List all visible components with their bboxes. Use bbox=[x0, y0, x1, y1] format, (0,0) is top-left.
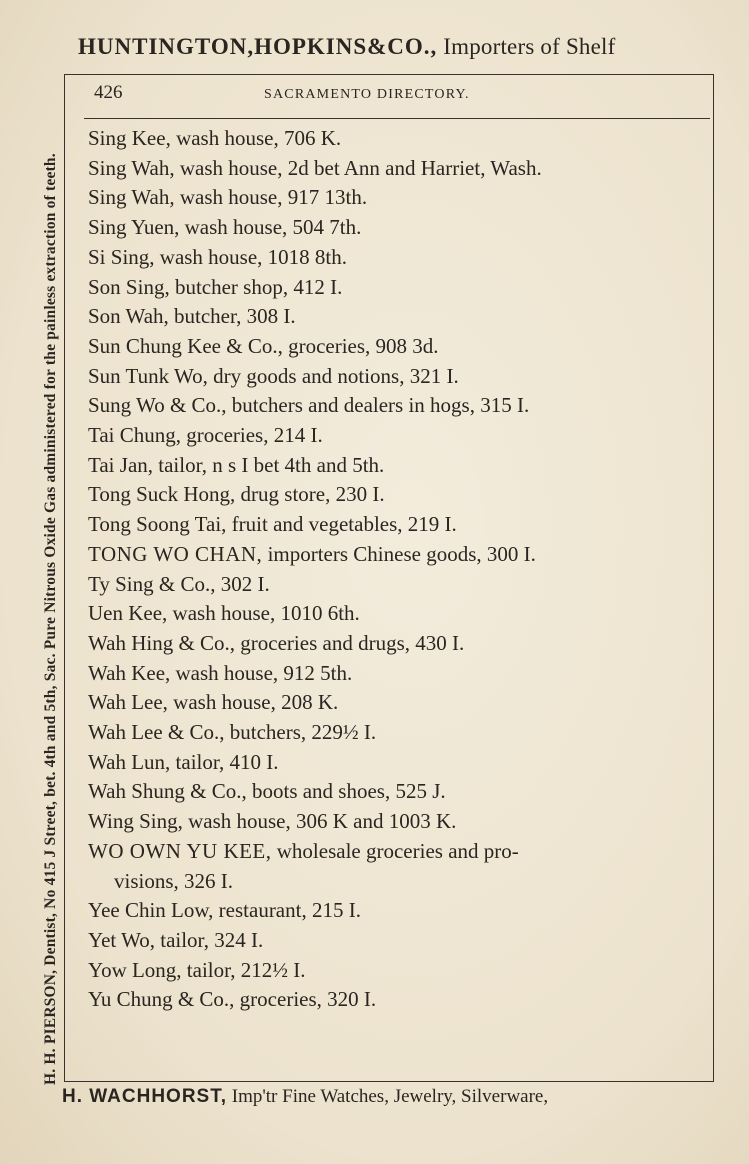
entry-text: Yu Chung & Co., groceries, 320 I. bbox=[88, 987, 377, 1012]
entry-text: Wah Kee, wash house, 912 5th. bbox=[88, 660, 353, 685]
entry-text: visions, 326 I. bbox=[114, 868, 234, 893]
side-advertisement-banner: H. H. PIERSON, Dentist, No 415 J Street, bet. 4th and 5th, Sac. Pure Nitrous Oxide Gas administered for the painless extraction of teeth. bbox=[42, 153, 59, 1085]
header-rule bbox=[84, 118, 710, 119]
directory-entry bbox=[88, 659, 703, 689]
entry-text: importers Chinese goods, 300 I. bbox=[262, 541, 536, 566]
running-head bbox=[94, 82, 709, 108]
top-advertisement-banner bbox=[78, 34, 738, 60]
top-banner-tagline: Importers of Shelf bbox=[437, 34, 616, 59]
directory-entry bbox=[88, 213, 703, 243]
directory-entry bbox=[88, 718, 703, 748]
entry-text: Wah Lee, wash house, 208 K. bbox=[88, 690, 339, 715]
bottom-banner-tagline: Imp'tr Fine Watches, Jewelry, Silverware, bbox=[227, 1086, 549, 1107]
directory-entry bbox=[88, 956, 703, 986]
entry-text: Sing Wah, wash house, 917 13th. bbox=[88, 185, 368, 210]
entry-text: Son Wah, butcher, 308 I. bbox=[88, 304, 296, 329]
directory-entry bbox=[88, 926, 703, 956]
directory-entry bbox=[88, 124, 703, 154]
bottom-banner-firm: H. WACHHORST, bbox=[62, 1086, 227, 1107]
directory-entry bbox=[88, 421, 703, 451]
directory-entry bbox=[88, 332, 703, 362]
entry-text: wholesale groceries and pro- bbox=[271, 838, 519, 863]
entry-text: Yow Long, tailor, 212½ I. bbox=[88, 957, 306, 982]
directory-entry bbox=[88, 451, 703, 481]
directory-entry bbox=[88, 629, 703, 659]
directory-entry bbox=[88, 540, 703, 570]
entry-text: Wah Lee & Co., butchers, 229½ I. bbox=[88, 720, 377, 745]
entry-text: Sing Kee, wash house, 706 K. bbox=[88, 126, 342, 150]
directory-entry bbox=[88, 837, 703, 867]
directory-entry bbox=[88, 480, 703, 510]
entry-text: Tai Chung, groceries, 214 I. bbox=[88, 423, 323, 448]
entry-text: Yee Chin Low, restaurant, 215 I. bbox=[88, 898, 361, 923]
directory-entry bbox=[88, 748, 703, 778]
entry-text: Tong Soong Tai, fruit and vegetables, 219 I. bbox=[88, 512, 457, 537]
directory-entry bbox=[88, 688, 703, 718]
entry-text: Tong Suck Hong, drug store, 230 I. bbox=[88, 482, 385, 507]
entry-text: Wing Sing, wash house, 306 K and 1003 K. bbox=[88, 809, 457, 834]
entry-text: Son Sing, butcher shop, 412 I. bbox=[88, 274, 343, 299]
directory-entry bbox=[88, 985, 703, 1015]
directory-entry bbox=[88, 302, 703, 332]
entry-text: Uen Kee, wash house, 1010 6th. bbox=[88, 601, 360, 626]
entry-text: Wah Hing & Co., groceries and drugs, 430 I. bbox=[88, 630, 465, 655]
directory-entry bbox=[88, 391, 703, 421]
entry-name: WO OWN YU KEE, bbox=[88, 838, 272, 863]
directory-entry bbox=[88, 183, 703, 213]
directory-entry bbox=[88, 896, 703, 926]
directory-entry bbox=[88, 599, 703, 629]
directory-entry bbox=[88, 273, 703, 303]
directory-entry bbox=[88, 777, 703, 807]
directory-entry bbox=[88, 570, 703, 600]
entry-text: Wah Lun, tailor, 410 I. bbox=[88, 749, 279, 774]
entry-text: Sung Wo & Co., butchers and dealers in hogs, 315 I. bbox=[88, 393, 530, 418]
directory-entry bbox=[88, 243, 703, 273]
page-number: 426 bbox=[94, 82, 123, 103]
entry-text: Wah Shung & Co., boots and shoes, 525 J. bbox=[88, 779, 446, 804]
bottom-advertisement-banner bbox=[62, 1086, 722, 1108]
entry-text: Sing Wah, wash house, 2d bet Ann and Harriet, Wash. bbox=[88, 155, 542, 180]
entry-name: TONG WO CHAN, bbox=[88, 541, 263, 566]
page-title: SACRAMENTO DIRECTORY. bbox=[264, 87, 470, 102]
entry-text: Sun Chung Kee & Co., groceries, 908 3d. bbox=[88, 333, 439, 358]
directory-entry bbox=[88, 362, 703, 392]
directory-entries bbox=[88, 124, 703, 1015]
directory-entry bbox=[88, 510, 703, 540]
entry-text: Sun Tunk Wo, dry goods and notions, 321 I. bbox=[88, 363, 459, 388]
entry-text: Ty Sing & Co., 302 I. bbox=[88, 571, 270, 596]
directory-entry bbox=[88, 154, 703, 184]
directory-entry bbox=[114, 867, 703, 897]
entry-text: Sing Yuen, wash house, 504 7th. bbox=[88, 215, 362, 240]
entry-text: Tai Jan, tailor, n s I bet 4th and 5th. bbox=[88, 452, 385, 477]
entry-text: Yet Wo, tailor, 324 I. bbox=[88, 927, 264, 952]
top-banner-firm: HUNTINGTON,HOPKINS&CO., bbox=[78, 34, 438, 59]
entry-text: Si Sing, wash house, 1018 8th. bbox=[88, 244, 348, 269]
directory-entry bbox=[88, 807, 703, 837]
